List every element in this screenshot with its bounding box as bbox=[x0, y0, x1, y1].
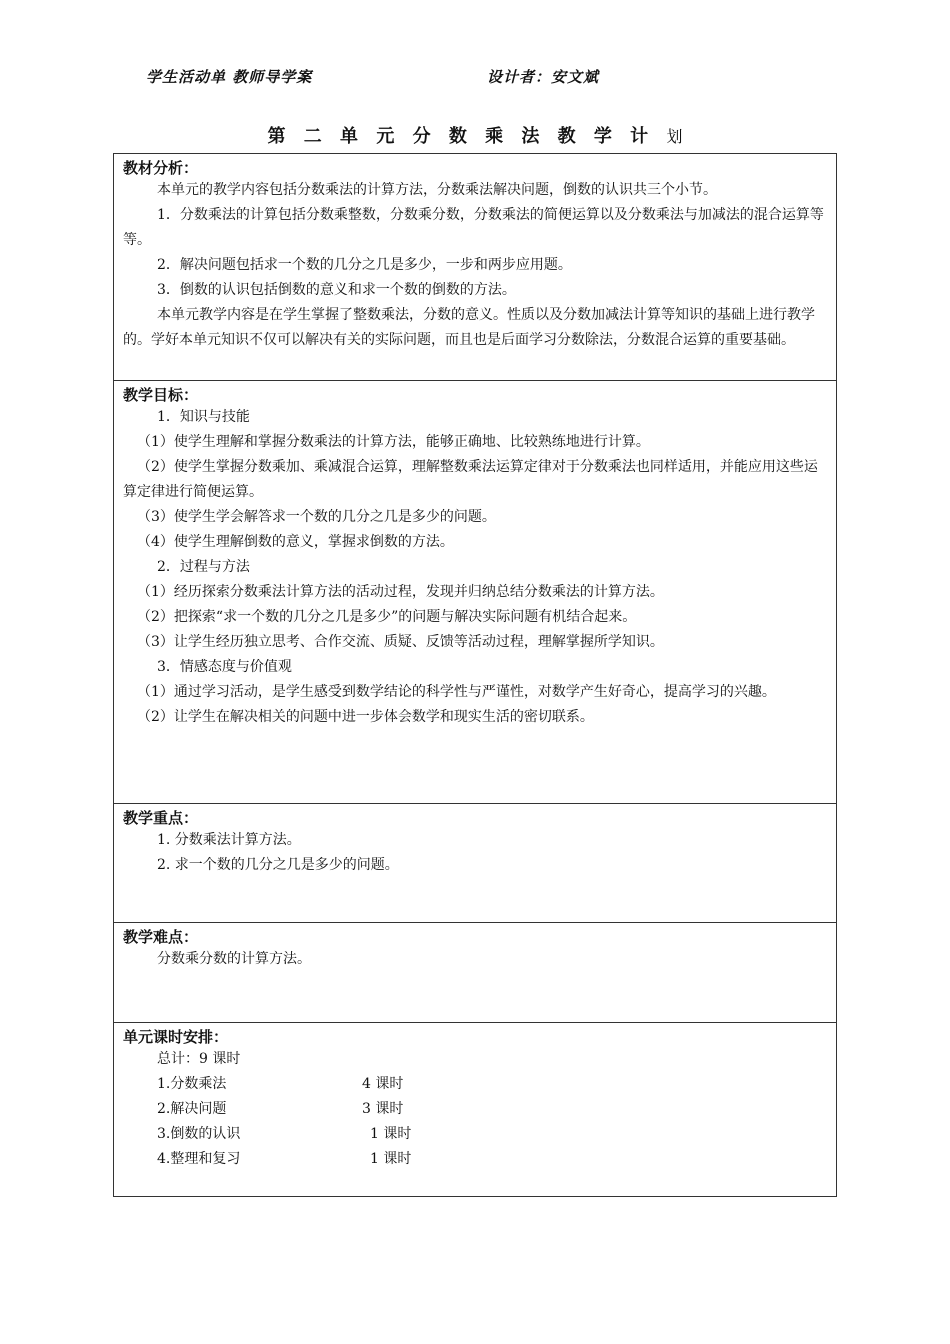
title-last-char: 划 bbox=[666, 127, 683, 146]
difficulty-item: 分数乘分数的计算方法。 bbox=[157, 951, 311, 967]
analysis-paragraph: 本单元教学内容是在学生掌握了整数乘法，分数的意义。性质以及分数加减法计算等知识的基础上进行教学的。学好本单元知识不仅可以解决有关的实际问题，而且也是后面学习分数除法，分数混合运算的重要基础。 bbox=[123, 307, 815, 348]
schedule-hours: 4 课时 bbox=[362, 1076, 404, 1092]
schedule-hours: 3 课时 bbox=[362, 1101, 404, 1117]
plan-table bbox=[113, 153, 837, 1197]
title-main: 第 二 单 元 分 数 乘 法 教 学 计 bbox=[267, 126, 655, 147]
keypoint-item: 2. 求一个数的几分之几是多少的问题。 bbox=[157, 857, 399, 873]
goal-line: （4）使学生理解倒数的意义，掌握求倒数的方法。 bbox=[137, 534, 454, 550]
schedule-hours: 1 课时 bbox=[370, 1126, 412, 1142]
schedule-row bbox=[123, 1072, 828, 1097]
goal-line: 3．情感态度与价值观 bbox=[157, 659, 292, 675]
goal-line: （1）使学生理解和掌握分数乘法的计算方法，能够正确地、比较熟练地进行计算。 bbox=[137, 434, 650, 450]
schedule-heading: 单元课时安排： bbox=[123, 1028, 229, 1046]
analysis-paragraph: 2．解决问题包括求一个数的几分之几是多少，一步和两步应用题。 bbox=[157, 257, 572, 273]
schedule-name: 4.整理和复习 bbox=[157, 1151, 241, 1167]
header-designer: 设计者：安文斌 bbox=[487, 68, 600, 86]
header-left: 学生活动单 教师导学案 bbox=[146, 68, 313, 86]
section-schedule bbox=[114, 1022, 836, 1196]
schedule-row bbox=[123, 1147, 828, 1172]
goal-line: （2）让学生在解决相关的问题中进一步体会数学和现实生活的密切联系。 bbox=[137, 709, 594, 725]
analysis-paragraph: 1．分数乘法的计算包括分数乘整数，分数乘分数，分数乘法的简便运算以及分数乘法与加减法的混合运算等等。 bbox=[123, 207, 824, 248]
goal-line: （1）通过学习活动，是学生感受到数学结论的科学性与严谨性，对数学产生好奇心，提高学习的兴趣。 bbox=[137, 684, 776, 700]
goals-heading: 教学目标： bbox=[123, 386, 199, 404]
schedule-name: 2.解决问题 bbox=[157, 1101, 227, 1117]
section-analysis bbox=[114, 154, 836, 380]
schedule-name: 3.倒数的认识 bbox=[157, 1126, 241, 1142]
keypoint-item: 1. 分数乘法计算方法。 bbox=[157, 832, 301, 848]
schedule-total: 总计：9 课时 bbox=[157, 1051, 241, 1067]
analysis-heading: 教材分析： bbox=[123, 159, 199, 177]
keypoints-heading: 教学重点： bbox=[123, 809, 199, 827]
analysis-paragraph: 3．倒数的认识包括倒数的意义和求一个数的倒数的方法。 bbox=[157, 282, 516, 298]
goal-line: （3）使学生学会解答求一个数的几分之几是多少的问题。 bbox=[137, 509, 496, 525]
section-goals bbox=[114, 380, 836, 803]
goal-line: （2）把探索“求一个数的几分之几是多少”的问题与解决实际问题有机结合起来。 bbox=[137, 609, 637, 625]
schedule-row bbox=[123, 1097, 828, 1122]
goal-line: 1．知识与技能 bbox=[157, 409, 250, 425]
difficulties-heading: 教学难点： bbox=[123, 928, 199, 946]
schedule-hours: 1 课时 bbox=[370, 1151, 412, 1167]
goal-line: （3）让学生经历独立思考、合作交流、质疑、反馈等活动过程，理解掌握所学知识。 bbox=[137, 634, 664, 650]
section-keypoints bbox=[114, 803, 836, 922]
goal-line: （2）使学生掌握分数乘加、乘减混合运算，理解整数乘法运算定律对于分数乘法也同样适用，并能应用这些运算定律进行简便运算。 bbox=[123, 459, 818, 500]
analysis-paragraph: 本单元的教学内容包括分数乘法的计算方法，分数乘法解决问题，倒数的认识共三个小节。 bbox=[157, 182, 717, 198]
section-difficulties bbox=[114, 922, 836, 1022]
schedule-name: 1.分数乘法 bbox=[157, 1076, 227, 1092]
page-title bbox=[0, 122, 950, 148]
goal-line: （1）经历探索分数乘法计算方法的活动过程，发现并归纳总结分数乘法的计算方法。 bbox=[137, 584, 664, 600]
schedule-row bbox=[123, 1122, 828, 1147]
goal-line: 2．过程与方法 bbox=[157, 559, 250, 575]
